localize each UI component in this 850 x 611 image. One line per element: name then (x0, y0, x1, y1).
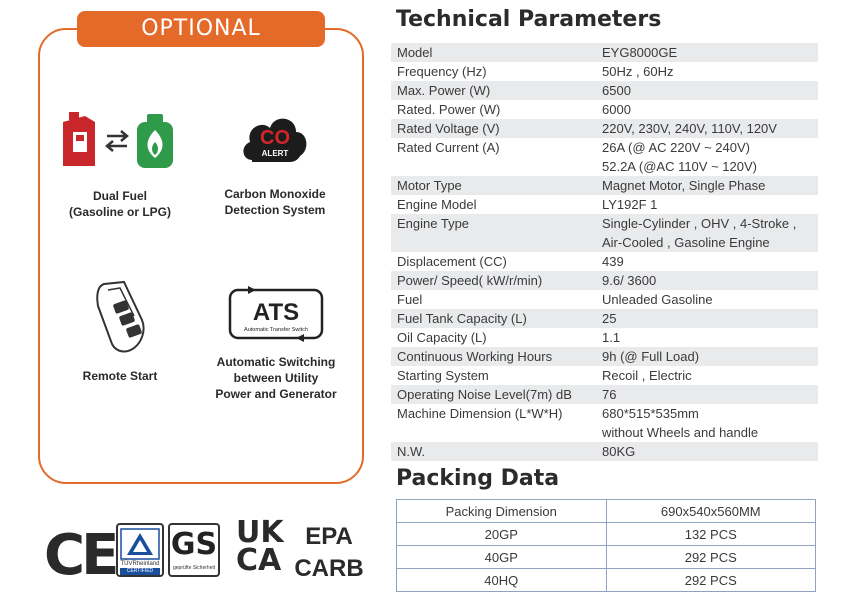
spec-row (391, 62, 818, 81)
spec-label (391, 271, 602, 290)
spec-value-text: 9h (@ Full Load) (602, 349, 700, 364)
spec-value-text: 50Hz , 60Hz (602, 64, 674, 79)
packing-label: 40GP (397, 546, 607, 569)
spec-row (391, 214, 818, 252)
ukca-bottom: CA (236, 543, 282, 578)
dual-fuel-icon (55, 108, 185, 172)
spec-label-text: Max. Power (W) (397, 83, 491, 98)
spec-value (602, 290, 818, 309)
packing-value: 292 PCS (606, 546, 816, 569)
feature-co-detection (210, 110, 340, 218)
packing-value: 690x540x560MM (606, 500, 816, 523)
spec-value (602, 271, 818, 290)
spec-value (602, 119, 818, 138)
spec-value (602, 366, 818, 385)
spec-value (602, 385, 818, 404)
packing-data-title: Packing Data (396, 466, 560, 491)
ats-icon-text: ATS (252, 299, 300, 326)
technical-parameters-table (391, 43, 818, 461)
spec-label (391, 404, 602, 442)
spec-row (391, 328, 818, 347)
ukca-top: UK (236, 515, 284, 550)
spec-value-text: 52.2A (@AC 110V ~ 120V) (602, 159, 757, 174)
spec-row (391, 366, 818, 385)
tuv-triangle-icon (118, 527, 162, 561)
spec-label (391, 214, 602, 252)
packing-label: 20GP (397, 523, 607, 546)
spec-label-text: Rated Voltage (V) (397, 121, 500, 136)
gs-mark: GS (170, 527, 218, 562)
alert-icon-text: ALERT (261, 149, 289, 158)
spec-value (602, 43, 818, 62)
spec-label (391, 119, 602, 138)
spec-row (391, 290, 818, 309)
spec-value-text: without Wheels and handle (602, 425, 759, 440)
spec-value-text: 439 (602, 254, 624, 269)
epa-carb-mark (294, 521, 364, 585)
spec-value (602, 195, 818, 214)
feature-ats-label: Automatic Switching between Utility Power and Generator (215, 355, 337, 401)
spec-row (391, 385, 818, 404)
spec-value (602, 404, 818, 442)
spec-value (602, 214, 818, 252)
feature-ats (206, 284, 346, 402)
packing-row (397, 500, 816, 523)
spec-row (391, 347, 818, 366)
spec-value-text: Air-Cooled , Gasoline Engine (602, 235, 770, 250)
spec-value (602, 138, 818, 176)
spec-value (602, 252, 818, 271)
spec-label-text: N.W. (397, 444, 426, 459)
feature-co-detection-label: Carbon Monoxide Detection System (224, 187, 326, 217)
packing-row (397, 546, 816, 569)
ukca-mark (236, 515, 284, 578)
spec-value (602, 347, 818, 366)
co-alert-icon (238, 110, 312, 170)
spec-label-text: Motor Type (397, 178, 462, 193)
optional-features-panel (38, 28, 364, 484)
spec-row (391, 252, 818, 271)
spec-value (602, 176, 818, 195)
optional-badge: OPTIONAL (77, 11, 325, 47)
ats-icon-subtext: Automatic Transfer Switch (244, 327, 308, 333)
carb-text: CARB (294, 555, 364, 582)
spec-label-text: Frequency (Hz) (397, 64, 487, 79)
spec-value-text: 6500 (602, 83, 631, 98)
epa-text: EPA (305, 523, 353, 550)
tuv-logo (116, 523, 164, 577)
tuv-name: TÜVRheinland (120, 561, 160, 567)
spec-row (391, 100, 818, 119)
spec-label (391, 290, 602, 309)
certification-logos (44, 515, 364, 588)
spec-value (602, 328, 818, 347)
spec-value-text: Recoil , Electric (602, 368, 692, 383)
spec-label (391, 328, 602, 347)
spec-label-text: Operating Noise Level(7m) dB (397, 387, 572, 402)
remote-key-icon (90, 280, 150, 356)
packing-value: 292 PCS (606, 569, 816, 592)
ce-mark: CE (44, 523, 116, 588)
spec-row (391, 138, 818, 176)
packing-row (397, 523, 816, 546)
spec-row (391, 81, 818, 100)
spec-label (391, 347, 602, 366)
spec-label-text: Continuous Working Hours (397, 349, 553, 364)
spec-value (602, 81, 818, 100)
technical-parameters-title: Technical Parameters (396, 7, 662, 32)
spec-value-text: 80KG (602, 444, 636, 459)
spec-row (391, 442, 818, 461)
packing-data-table (396, 499, 816, 592)
spec-value-text: 1.1 (602, 330, 621, 345)
spec-row (391, 119, 818, 138)
spec-label (391, 100, 602, 119)
spec-row (391, 43, 818, 62)
feature-dual-fuel (60, 108, 180, 220)
spec-value-text: Magnet Motor, Single Phase (602, 178, 766, 193)
spec-value-text: 9.6/ 3600 (602, 273, 657, 288)
spec-value (602, 100, 818, 119)
spec-row (391, 176, 818, 195)
spec-row (391, 271, 818, 290)
spec-row (391, 404, 818, 442)
spec-label-text: Rated Current (A) (397, 140, 500, 155)
spec-value-text: LY192F 1 (602, 197, 658, 212)
spec-label (391, 442, 602, 461)
spec-label (391, 252, 602, 271)
spec-row (391, 309, 818, 328)
gs-logo (168, 523, 220, 577)
tuv-certified: CERTIFIED (120, 568, 160, 575)
spec-label (391, 81, 602, 100)
spec-label (391, 309, 602, 328)
spec-label-text: Oil Capacity (L) (397, 330, 487, 345)
packing-row (397, 569, 816, 592)
spec-value-text: 76 (602, 387, 617, 402)
spec-label (391, 176, 602, 195)
feature-remote-start-label: Remote Start (82, 369, 158, 383)
spec-value-text: Single-Cylinder , OHV , 4-Stroke , (602, 216, 797, 231)
spec-label-text: Engine Model (397, 197, 477, 212)
spec-label-text: Engine Type (397, 216, 470, 231)
spec-label (391, 366, 602, 385)
spec-label-text: Fuel Tank Capacity (L) (397, 311, 527, 326)
spec-label-text: Displacement (CC) (397, 254, 507, 269)
spec-value (602, 442, 818, 461)
spec-label (391, 195, 602, 214)
spec-value-text: 6000 (602, 102, 631, 117)
spec-value-text: Unleaded Gasoline (602, 292, 713, 307)
spec-value (602, 309, 818, 328)
packing-label: Packing Dimension (397, 500, 607, 523)
packing-label: 40HQ (397, 569, 607, 592)
spec-value-text: 680*515*535mm (602, 406, 699, 421)
ats-icon (226, 284, 326, 342)
feature-remote-start (62, 280, 178, 384)
spec-label-text: Power/ Speed( kW/r/min) (397, 273, 543, 288)
spec-label-text: Machine Dimension (L*W*H) (397, 406, 563, 421)
spec-value-text: 220V, 230V, 240V, 110V, 120V (602, 121, 777, 136)
spec-label-text: Rated. Power (W) (397, 102, 501, 117)
spec-value-text: 25 (602, 311, 617, 326)
spec-label (391, 62, 602, 81)
spec-label (391, 138, 602, 176)
packing-value: 132 PCS (606, 523, 816, 546)
spec-value-text: EYG8000GE (602, 45, 678, 60)
spec-value-text: 26A (@ AC 220V ~ 240V) (602, 140, 750, 155)
gs-sub: geprüfte Sicherheit (173, 565, 215, 571)
feature-dual-fuel-label: Dual Fuel (Gasoline or LPG) (68, 189, 171, 219)
spec-label-text: Fuel (397, 292, 423, 307)
spec-value (602, 62, 818, 81)
spec-label-text: Starting System (397, 368, 489, 383)
spec-label (391, 385, 602, 404)
spec-label (391, 43, 602, 62)
spec-row (391, 195, 818, 214)
spec-label-text: Model (397, 45, 433, 60)
co-icon-text: CO (260, 127, 290, 149)
